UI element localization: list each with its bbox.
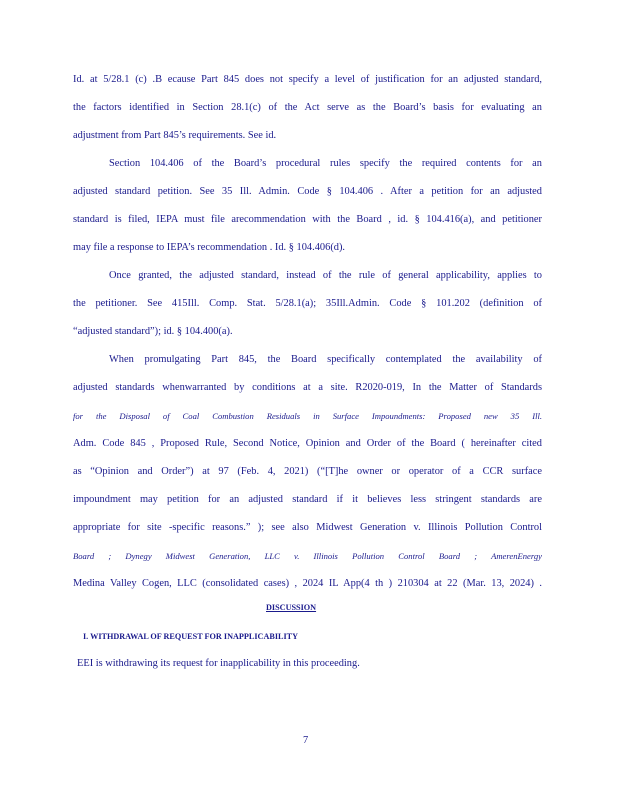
text-line: Medina Valley Cogen, LLC (consolidated cases) , 2024 IL App(4 th ) 210304 at 22 (Mar. 13, 2024) . xyxy=(73,578,542,589)
text-line: Section 104.406 of the Board’s procedural rules specify the required contents for an xyxy=(109,158,542,169)
text-line: Adm. Code 845 , Proposed Rule, Second Notice, Opinion and Order of the Board ( hereinafter cited xyxy=(73,438,542,449)
text-line: appropriate for site -specific reasons.” ); see also Midwest Generation v. Illinois Pollution Control xyxy=(73,522,542,533)
text-line: for the Disposal of Coal Combustion Residuals in Surface Impoundments: Proposed new 35 Ill. xyxy=(73,411,542,421)
text-line: may file a response to IEPA’s recommendation . Id. § 104.406(d). xyxy=(73,242,346,253)
text-line: When promulgating Part 845, the Board specifically contemplated the availability of xyxy=(109,354,542,365)
text-line: the petitioner. See 415Ill. Comp. Stat. 5/28.1(a); 35Ill.Admin. Code § 101.202 (definition of xyxy=(73,298,542,309)
text-line: standard is filed, IEPA must file arecommendation with the Board , id. § 104.416(a), and petitioner xyxy=(73,214,542,225)
text-line-final: EEI is withdrawing its request for inapplicability in this proceeding. xyxy=(77,658,360,669)
heading-discussion: DISCUSSION xyxy=(266,603,317,612)
text-line: Id. at 5/28.1 (c) .B ecause Part 845 does not specify a level of justification for an adjusted standard, xyxy=(73,74,542,85)
text-line: impoundment may petition for an adjusted standard if it believes less stringent standards are xyxy=(73,494,542,505)
text-line: as “Opinion and Order”) at 97 (Feb. 4, 2021) (“[T]he owner or operator of a CCR surface xyxy=(73,466,542,477)
page-number: 7 xyxy=(303,735,309,746)
text-line: adjustment from Part 845’s requirements. See id. xyxy=(73,130,277,141)
text-line: adjusted standard petition. See 35 Ill. Admin. Code § 104.406 . After a petition for an adjusted xyxy=(73,186,542,197)
heading-withdrawal: I. WITHDRAWAL OF REQUEST FOR INAPPLICABILITY xyxy=(83,632,299,641)
text-line: adjusted standards whenwarranted by conditions at a site. R2020-019, In the Matter of Standards xyxy=(73,382,542,393)
text-line: Once granted, the adjusted standard, instead of the rule of general applicability, applies to xyxy=(109,270,542,281)
text-line: Board ; Dynegy Midwest Generation, LLC v. Illinois Pollution Control Board ; AmerenEnergy xyxy=(73,551,542,561)
text-line: “adjusted standard”); id. § 104.400(a). xyxy=(73,326,233,337)
text-line: the factors identified in Section 28.1(c) of the Act serve as the Board’s basis for evaluating an xyxy=(73,102,542,113)
